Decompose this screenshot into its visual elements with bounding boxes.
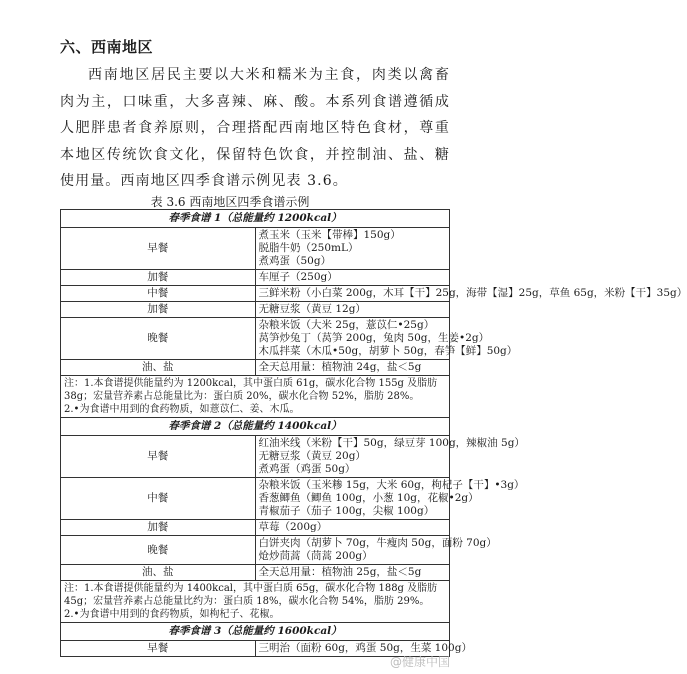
recipe-title: 春季食谱 3（总能量约 1600kcal） (61, 623, 450, 641)
meal-row (61, 478, 450, 520)
meal-item: 煮鸡蛋（鸡蛋 50g） (258, 463, 356, 475)
meal-item: 草莓（200g） (258, 521, 328, 533)
meal-items (255, 565, 450, 581)
meal-row (61, 536, 450, 565)
meal-row (61, 436, 450, 478)
meal-item: 炝炒茼蒿（茼蒿 200g） (258, 550, 373, 562)
meal-items (255, 536, 497, 565)
recipe-header-row (61, 623, 450, 641)
meal-item: 杂粮米饭（大米 25g，薏苡仁•25g） (258, 319, 435, 331)
recipe-notes-row (61, 581, 450, 623)
meal-row (61, 270, 450, 286)
recipe-note: 2.•为食谱中用到的食药物质，如薏苡仁、姜、木瓜。 (64, 404, 300, 415)
meal-items (255, 286, 687, 302)
meal-item: 全天总用量：植物油 24g，盐＜5g (258, 361, 422, 373)
recipe-note: 注：1.本食谱提供能量约为 1200kcal，其中蛋白质 61g，碳水化合物 155g 及脂肪 38g；宏量营养素占总能量比为：蛋白质 20%，碳水化合物 52%，脂肪 28%。 (64, 378, 438, 402)
meal-row (61, 302, 450, 318)
recipe-note: 注：1.本食谱提供能量约为 1400kcal，其中蛋白质 65g，碳水化合物 188g 及脂肪 45g；宏量营养素占总能量比约为：蛋白质 18%，碳水化合物 54%，脂肪 29%。 (64, 583, 438, 607)
meal-items (255, 360, 450, 376)
meal-item: 无糖豆浆（黄豆 20g） (258, 450, 366, 462)
meal-item: 三鲜米粉（小白菜 200g，木耳【干】25g，海带【湿】25g，草鱼 65g，米粉【干】35g） (258, 287, 687, 299)
meal-name: 加餐 (61, 302, 256, 318)
watermark: @健康中国 (389, 655, 450, 669)
meal-item: 白饼夹肉（胡萝卜 70g，牛瘦肉 50g，面粉 70g） (258, 537, 497, 549)
recipe-notes (61, 376, 450, 418)
meal-item: 杂粮米饭（玉米糁 15g，大米 60g，枸杞子【干】•3g） (258, 479, 525, 491)
meal-row (61, 318, 450, 360)
recipe-note: 2.•为食谱中用到的食药物质，如枸杞子、花椒。 (64, 609, 280, 620)
meal-item: 车厘子（250g） (258, 271, 338, 283)
meal-row (61, 565, 450, 581)
meal-items (255, 270, 450, 286)
meal-items (255, 302, 450, 318)
meal-name: 油、盐 (61, 565, 256, 581)
meal-name: 中餐 (61, 478, 256, 520)
recipe-header-row (61, 210, 450, 228)
meal-item: 无糖豆浆（黄豆 12g） (258, 303, 366, 315)
section-heading: 六、西南地区 (60, 38, 154, 56)
meal-name: 加餐 (61, 520, 256, 536)
recipe-table (60, 209, 687, 657)
meal-item: 香葱鲫鱼（鲫鱼 100g，小葱 10g，花椒•2g） (258, 492, 479, 504)
recipe-header-row (61, 418, 450, 436)
meal-row (61, 286, 450, 302)
meal-name: 早餐 (61, 228, 256, 270)
meal-name: 加餐 (61, 270, 256, 286)
meal-items (255, 228, 450, 270)
recipe-notes-row (61, 376, 450, 418)
meal-name: 晚餐 (61, 536, 256, 565)
meal-item: 青椒茄子（茄子 100g，尖椒 100g） (258, 505, 435, 517)
table-caption: 表 3.6 西南地区四季食谱示例 (150, 195, 310, 209)
meal-item: 三明治（面粉 60g，鸡蛋 50g，生菜 100g） (258, 642, 472, 654)
meal-name: 油、盐 (61, 360, 256, 376)
meal-items (255, 520, 450, 536)
meal-item: 莴笋炒兔丁（莴笋 200g，兔肉 50g，生姜•2g） (258, 332, 490, 344)
meal-item: 全天总用量：植物油 25g，盐＜5g (258, 566, 422, 578)
intro-paragraph: 西南地区居民主要以大米和糯米为主食，肉类以禽畜肉为主，口味重，大多喜辣、麻、酸。本系列食谱遵循成人肥胖患者食养原则，合理搭配西南地区特色食材，尊重本地区传统饮食文化，保留特色饮食，并控制油、盐、糖使用量。西南地区四季食谱示例见表 3.6。 (60, 67, 450, 189)
recipe-notes (61, 581, 450, 623)
meal-items (255, 436, 525, 478)
meal-row (61, 520, 450, 536)
meal-row (61, 360, 450, 376)
recipe-title: 春季食谱 1（总能量约 1200kcal） (61, 210, 450, 228)
meal-name: 早餐 (61, 641, 256, 657)
meal-item: 煮鸡蛋（50g） (258, 255, 332, 267)
meal-item: 脱脂牛奶（250mL） (258, 242, 359, 254)
recipe-title: 春季食谱 2（总能量约 1400kcal） (61, 418, 450, 436)
meal-items (255, 478, 525, 520)
meal-items (255, 318, 518, 360)
meal-row (61, 228, 450, 270)
meal-item: 红油米线（米粉【干】50g，绿豆芽 100g，辣椒油 5g） (258, 437, 525, 449)
meal-name: 晚餐 (61, 318, 256, 360)
meal-item: 煮玉米（玉米【带棒】150g） (258, 229, 401, 241)
meal-item: 木瓜拌菜（木瓜•50g，胡萝卜 50g，春笋【鲜】50g） (258, 345, 518, 357)
meal-name: 早餐 (61, 436, 256, 478)
meal-name: 中餐 (61, 286, 256, 302)
